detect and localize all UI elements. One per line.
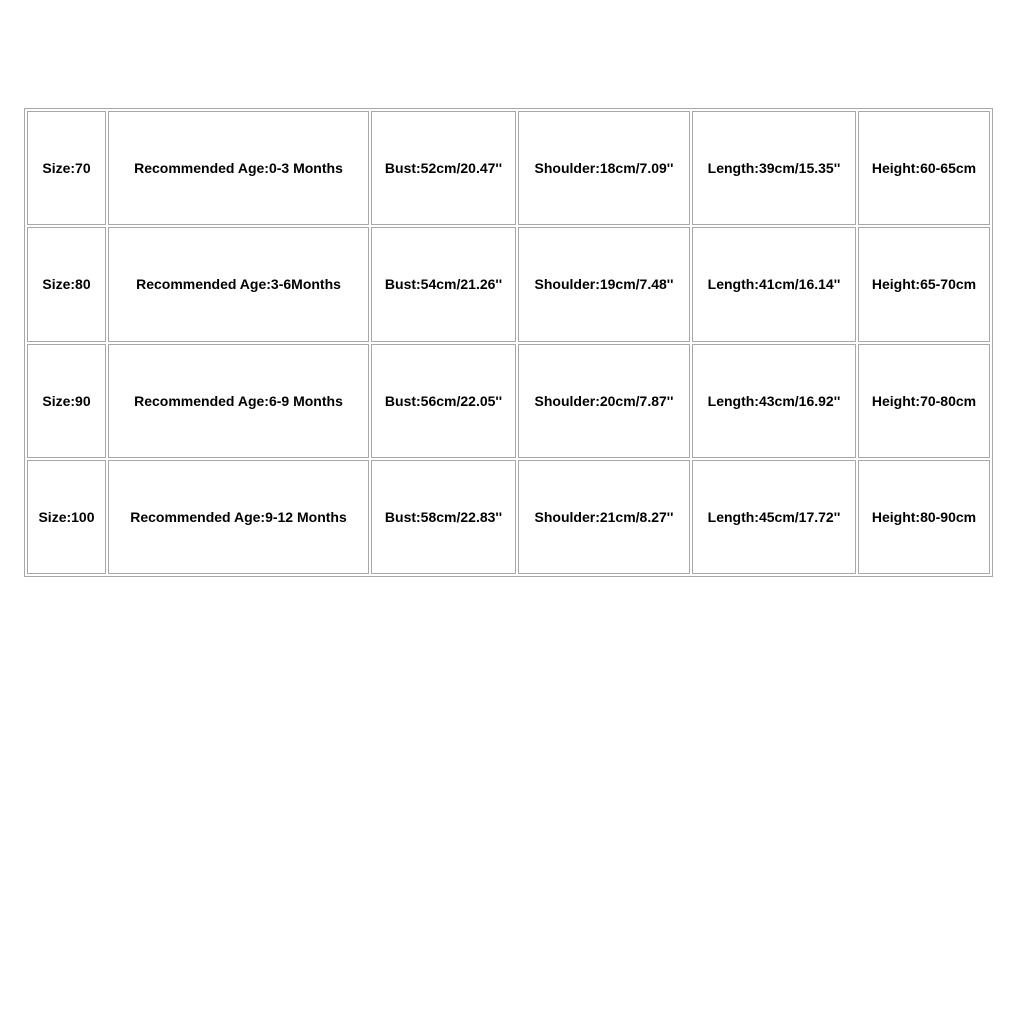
shoulder-cell: Shoulder:18cm/7.09'' <box>518 111 690 225</box>
shoulder-cell: Shoulder:19cm/7.48'' <box>518 227 690 341</box>
height-cell: Height:60-65cm <box>858 111 990 225</box>
length-cell: Length:45cm/17.72'' <box>692 460 856 574</box>
size-cell: Size:80 <box>27 227 106 341</box>
height-cell: Height:80-90cm <box>858 460 990 574</box>
bust-cell: Bust:52cm/20.47'' <box>371 111 516 225</box>
table-row <box>27 460 990 574</box>
table-row <box>27 344 990 458</box>
size-cell: Size:70 <box>27 111 106 225</box>
size-cell: Size:90 <box>27 344 106 458</box>
bust-cell: Bust:58cm/22.83'' <box>371 460 516 574</box>
age-cell: Recommended Age:6-9 Months <box>108 344 369 458</box>
height-cell: Height:65-70cm <box>858 227 990 341</box>
age-cell: Recommended Age:9-12 Months <box>108 460 369 574</box>
height-cell: Height:70-80cm <box>858 344 990 458</box>
bust-cell: Bust:56cm/22.05'' <box>371 344 516 458</box>
size-cell: Size:100 <box>27 460 106 574</box>
length-cell: Length:39cm/15.35'' <box>692 111 856 225</box>
age-cell: Recommended Age:0-3 Months <box>108 111 369 225</box>
length-cell: Length:41cm/16.14'' <box>692 227 856 341</box>
table-row <box>27 111 990 225</box>
table-row <box>27 227 990 341</box>
length-cell: Length:43cm/16.92'' <box>692 344 856 458</box>
shoulder-cell: Shoulder:21cm/8.27'' <box>518 460 690 574</box>
bust-cell: Bust:54cm/21.26'' <box>371 227 516 341</box>
age-cell: Recommended Age:3-6Months <box>108 227 369 341</box>
shoulder-cell: Shoulder:20cm/7.87'' <box>518 344 690 458</box>
size-chart-table <box>24 108 993 577</box>
